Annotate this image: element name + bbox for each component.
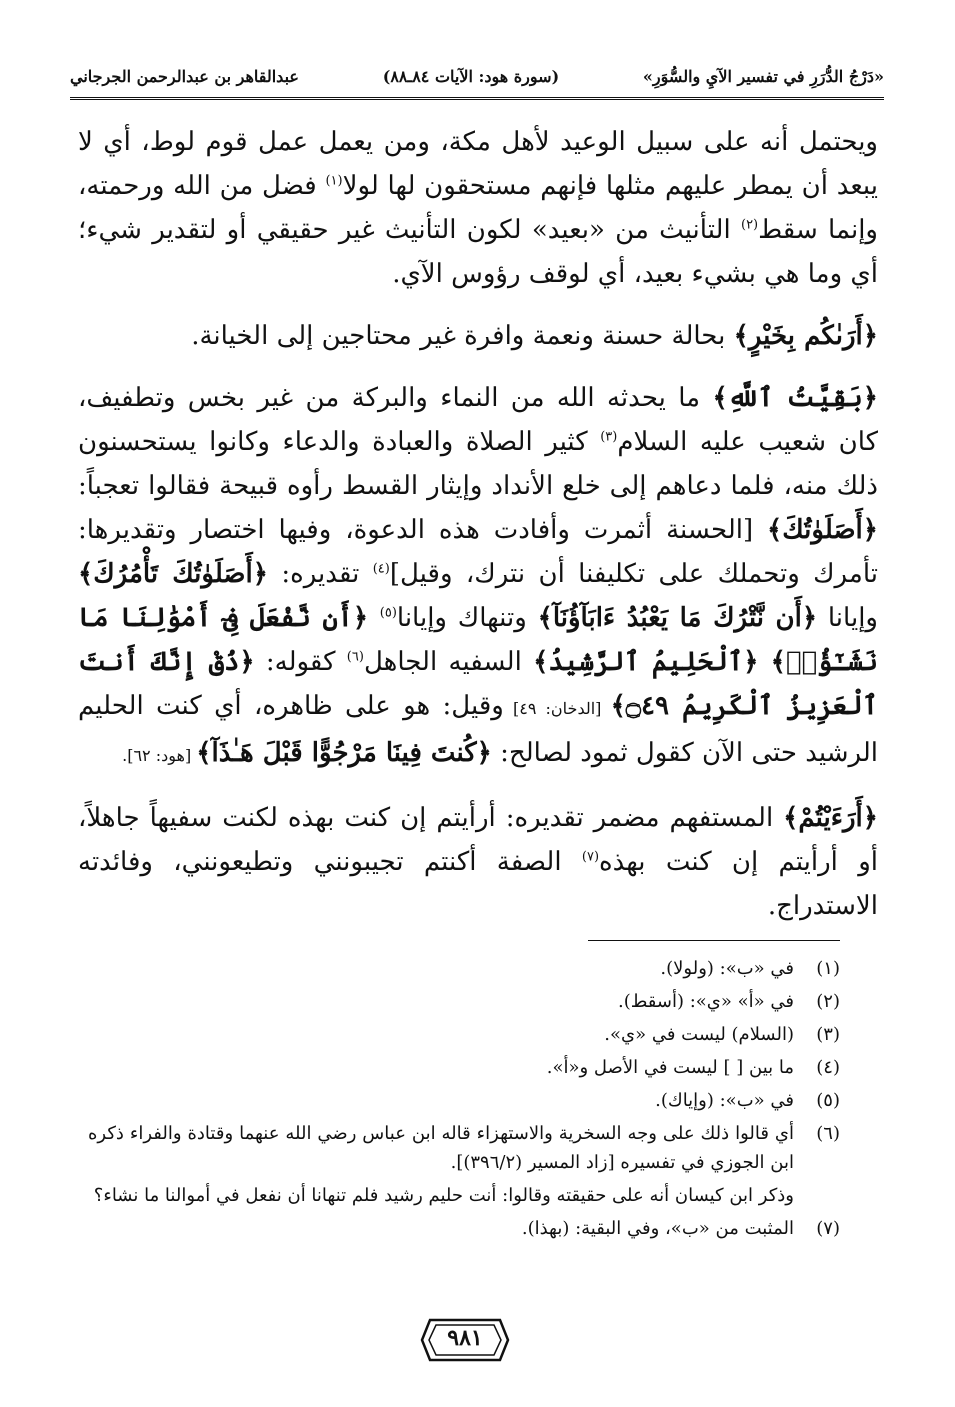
footnote-text: وذكر ابن كيسان أنه على حقيقته وقالوا: أنت حليم رشيد فلم تنهانا أن نفعل في أموالنا ما نشاء؟ (93, 1185, 794, 1206)
paragraph-3 (78, 376, 878, 778)
footnote-ref-3[interactable]: (٣) (600, 429, 618, 445)
quran-quote: ﴿ذُقْ إِنَّكَ أَنتَ ٱلْعَزِيزُ ٱلْكَرِيمُ ۝٤٩﴾ (78, 647, 878, 721)
quran-quote: ﴿أَصَلَوٰتُكَ﴾ (767, 515, 878, 545)
p3-text-d: تقديره: (267, 559, 373, 589)
p3-text-h: كقوله: (254, 647, 347, 677)
footnote-item (88, 1086, 840, 1115)
quran-quote: ﴿بَقِيَّتُ ٱللَّهِ﴾ (712, 383, 878, 413)
footnote-text: ما بين [ ] ليست في الأصل و«أ». (546, 1057, 794, 1078)
footnote-ref-1[interactable]: (١) (325, 173, 343, 189)
footnote-ref-4[interactable]: (٤) (372, 561, 390, 577)
footnote-item (88, 1181, 840, 1210)
footnote-ref-7[interactable]: (٧) (581, 849, 600, 865)
quran-quote: ﴿أَن نَّتْرُكَ مَا يَعْبُدُ ءَابَآؤُنَآ﴾ (537, 603, 818, 633)
footnote-item (88, 987, 840, 1016)
quran-quote: ﴿أَصَلَوٰتُكَ تَأْمُرُكَ﴾ (78, 559, 268, 589)
p3-text-g: السفيه الجاهل (363, 647, 534, 677)
footnote-text: في «ب»: (وإياك). (655, 1090, 794, 1111)
footnote-text: (السلام) ليست في «ي». (604, 1024, 794, 1045)
quran-quote: ﴿أَن نَّفْعَلَ فِىٓ أَمْوَٰلِنَا مَا نَشَـٰٓؤُا۟﴾ (78, 603, 878, 677)
quran-quote: ﴿كُنتَ فِينَا مَرْجُوًّا قَبْلَ هَـٰذَآ﴾ (196, 738, 492, 768)
header-author: عبدالقاهر بن عبدالرحمن الجرجاني (70, 66, 299, 86)
verse-reference: [هود: ٦٢]. (122, 746, 197, 765)
main-text (78, 120, 878, 946)
footnote-item (88, 954, 840, 983)
paragraph-4 (78, 796, 878, 928)
header-surah-reference: (سورة هود: الآيات ٨٤ـ٨٨) (382, 66, 560, 86)
p1-text-c: التأنيث من «بعيد» لكون التأنيث غير حقيقي أو لتقدير شيء؛ أي وما هي بشيء بعيد، أي لوقف رؤوس الآي. (78, 215, 878, 289)
quran-quote: ﴿أَرَىٰكُم بِخَيْرٍ﴾ (733, 321, 878, 351)
p3-text-e: وإيانا (817, 603, 878, 633)
header-book-title: «دَرْجُ الدُّرَرِ في تفسير الآيِ والسُّوَرِ» (642, 66, 884, 86)
p3-text-f: وتنهاك وإيانا (396, 603, 538, 633)
footnote-number: (٣) (816, 1024, 840, 1045)
p3-text-i: وقيل: هو على ظاهره، أي كنت الحليم الرشيد حتى الآن كقول ثمود لصالح: (78, 691, 878, 768)
footnote-number: (٢) (816, 991, 840, 1012)
footnote-text: المثبت من «ب»، وفي البقية: (بهذا). (521, 1218, 794, 1239)
footnote-ref-5[interactable]: (٥) (379, 605, 397, 621)
p2-text: بحالة حسنة ونعمة وافرة غير محتاجين إلى الخيانة. (191, 321, 734, 351)
p3-text-c: [الحسنة أثمرت وأفادت هذه الدعوة، وفيها اختصار وتقديرها: تأمرك وتحملك على تكليفنا أن نترك، وقيل] (78, 515, 878, 589)
footnote-divider (588, 940, 840, 941)
footnote-item (88, 1214, 840, 1243)
footnote-number: (٧) (816, 1218, 840, 1239)
footnote-number (794, 1181, 840, 1210)
quran-quote: ﴿ٱلْحَلِيمُ ٱلرَّشِيدُ﴾ (533, 647, 771, 677)
footnote-ref-2[interactable]: (٢) (740, 217, 759, 233)
footnote-number: (٥) (816, 1090, 840, 1111)
footnote-text: أي قالوا ذلك على وجه السخرية والاستهزاء قاله ابن عباس رضي الله عنهما وقتادة والفراء ذكره ابن الجوزي في تفسيره [زاد المسير (٣٩٦/٢)]. (88, 1123, 794, 1173)
footnote-ref-6[interactable]: (٦) (346, 649, 364, 665)
footnote-text: في «أ» «ي»: (أسقط). (617, 991, 794, 1012)
running-header (70, 58, 884, 94)
footnote-item (88, 1053, 840, 1082)
p1-text: ويحتمل أنه على سبيل الوعيد لأهل مكة، ومن يعمل عمل قوم لوط، أي لا يبعد أن يمطر عليهم مثلها فإنهم مستحقون لها لولا (78, 127, 878, 201)
page-number-ornament (420, 1316, 510, 1364)
footnote-item (88, 1020, 840, 1049)
quran-quote: ﴿أَرَءَيْتُمْ﴾ (783, 803, 878, 833)
footnote-text: في «ب»: (ولولا). (660, 958, 794, 979)
p3-text-a: ما يحدثه الله من النماء والبركة من غير بخس وتطفيف، كان شعيب عليه السلام (78, 383, 878, 457)
p4-text-b: الصفة أكنتم تجيبونني وتطيعونني، وفائدته الاستدراج. (78, 847, 878, 921)
footnote-number: (٦) (816, 1123, 840, 1144)
p4-text-a: المستفهم مضمر تقديره: أرأيتم إن كنت بهذه لكنت سفيهاً جاهلاً، أو أرأيتم إن كنت بهذه (78, 803, 878, 877)
p1-text-b: فضل من الله ورحمته، وإنما سقط (78, 171, 878, 245)
verse-reference: [الدخان: ٤٩] (503, 699, 611, 718)
p3-text-b: كثير الصلاة والعبادة والدعاء وكانوا يستحسنون ذلك منه، فلما دعاهم إلى خلع الأنداد وإيثار القسط رأوه قبيحة فقالوا تعجباً: (78, 427, 878, 501)
footnotes (88, 954, 840, 1247)
footnote-number: (٤) (816, 1057, 840, 1078)
page-number: ٩٨١ (447, 1325, 483, 1351)
paragraph-1 (78, 120, 878, 296)
paragraph-2 (78, 314, 878, 358)
header-divider (70, 97, 884, 100)
footnote-number: (١) (816, 958, 840, 979)
footnote-item (88, 1119, 840, 1177)
